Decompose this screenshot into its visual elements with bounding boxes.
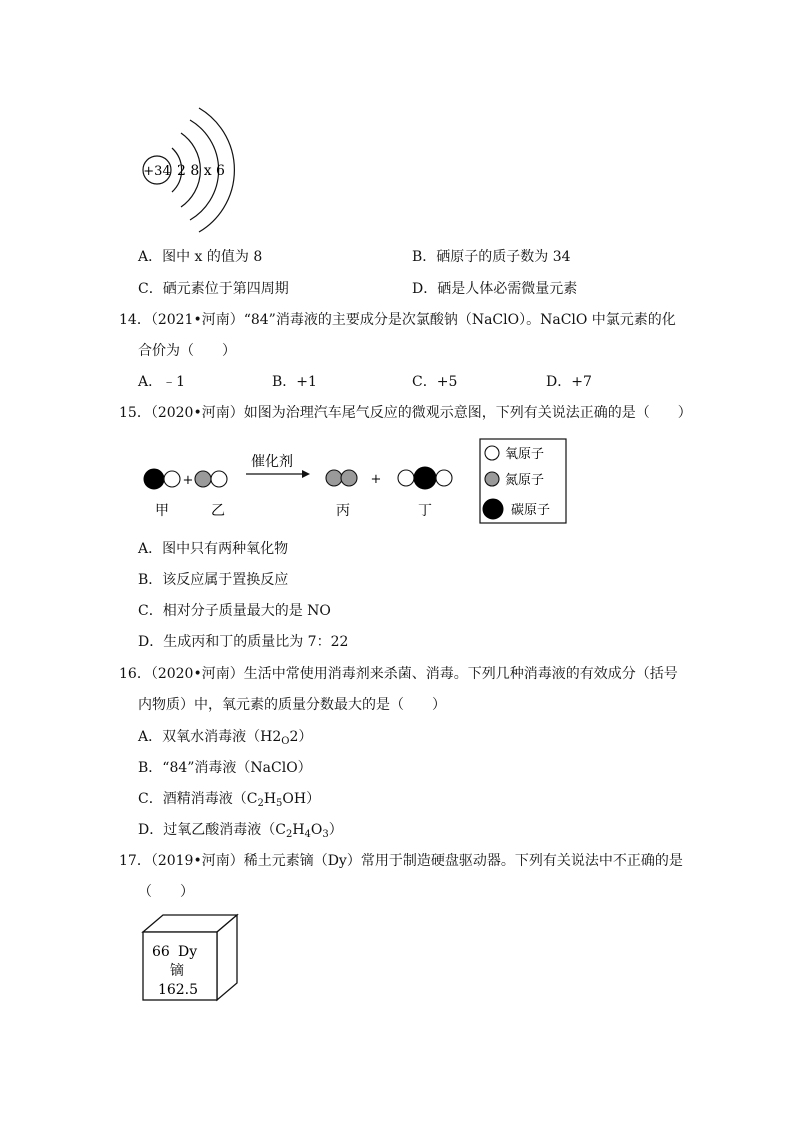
- element-atomic-number: 66: [152, 944, 170, 960]
- q14-option-d: D．+7: [546, 374, 592, 390]
- q14-option-a: A．﹣1: [138, 374, 186, 390]
- q14-option-c: C．+5: [412, 374, 458, 390]
- q16-stem-line2: 内物质）中，氧元素的质量分数最大的是（ ）: [138, 697, 446, 713]
- plus-sign-1: +: [182, 473, 194, 488]
- q14-stem-line2: 合价为（ ）: [138, 343, 236, 359]
- reaction-micro-diagram: [130, 435, 570, 530]
- label-ding: 丁: [418, 503, 432, 519]
- element-symbol: Dy: [178, 944, 198, 960]
- label-jia: 甲: [155, 503, 169, 519]
- q16-stem-line1: 16．（2020•河南）生活中常使用消毒剂来杀菌、消毒。下列几种消毒液的有效成分（括号: [119, 666, 678, 682]
- electron-shells: 2 8 x 6: [177, 163, 225, 179]
- legend-carbon-label: 碳原子: [511, 503, 551, 518]
- q16-option-b: B．“84”消毒液（NaClO）: [138, 760, 312, 776]
- q14-option-b: B．+1: [272, 374, 317, 390]
- q15-option-a: A．图中只有两种氧化物: [138, 541, 289, 557]
- element-cell-box: [140, 912, 240, 1004]
- q13-option-a: A．图中 x 的值为 8: [138, 249, 263, 265]
- molecule-bing-nitrogen-2: [341, 470, 357, 486]
- reaction-arrow-head: [302, 470, 310, 478]
- q13-option-c: C．硒元素位于第四周期: [138, 281, 289, 297]
- catalyst-label: 催化剂: [251, 454, 293, 470]
- molecule-yi-oxygen: [211, 471, 227, 487]
- plus-sign-2: +: [370, 472, 382, 487]
- q13-option-b: B．硒原子的质子数为 34: [412, 249, 571, 265]
- label-yi: 乙: [211, 503, 225, 519]
- q14-stem-line1: 14．（2021•河南）“84”消毒液的主要成分是次氯酸钠（NaClO）。NaClO 中氯元素的化: [119, 312, 676, 328]
- molecule-ding-oxygen-1: [398, 470, 414, 486]
- q16-option-c: C．酒精消毒液$(C_2H_5OH)$: [138, 791, 321, 809]
- q15-option-b: B．该反应属于置换反应: [138, 572, 289, 588]
- q13-option-d: D．硒是人体必需微量元素: [412, 281, 578, 297]
- molecule-bing-nitrogen-1: [326, 470, 342, 486]
- legend-nitrogen-icon: [485, 472, 499, 486]
- nucleus-charge: +34: [143, 164, 171, 179]
- q17-stem-line1: 17．（2019•河南）稀土元素镝（Dy）常用于制造硬盘驱动器。下列有关说法中不正确的是: [119, 853, 683, 869]
- legend-oxygen-icon: [485, 446, 499, 460]
- molecule-yi-nitrogen: [195, 471, 211, 487]
- q15-stem: 15．（2020•河南）如图为治理汽车尾气反应的微观示意图，下列有关说法正确的是（ ）: [119, 405, 692, 421]
- element-atomic-mass: 162.5: [157, 982, 199, 998]
- q16-option-d: D．过氧乙酸消毒液$(C_2H_4O_3)$: [138, 822, 343, 840]
- label-bing: 丙: [336, 503, 350, 519]
- legend-carbon-icon: [483, 499, 503, 519]
- molecule-jia-oxygen: [164, 471, 180, 487]
- legend-nitrogen-label: 氮原子: [505, 473, 545, 488]
- legend-oxygen-label: 氧原子: [505, 447, 545, 462]
- molecule-jia-carbon: [144, 469, 164, 489]
- q15-option-c: C．相对分子质量最大的是 NO: [138, 603, 331, 619]
- q16-option-a: A．双氧水消毒液$(H2_O2)$: [138, 729, 313, 747]
- q17-stem-line2: （ ）: [138, 884, 194, 900]
- molecule-ding-carbon: [414, 467, 436, 489]
- selenium-atom-diagram: [135, 100, 245, 235]
- element-name: 镝: [170, 963, 184, 979]
- molecule-ding-oxygen-2: [436, 470, 452, 486]
- q15-option-d: D．生成丙和丁的质量比为 7：22: [138, 634, 349, 650]
